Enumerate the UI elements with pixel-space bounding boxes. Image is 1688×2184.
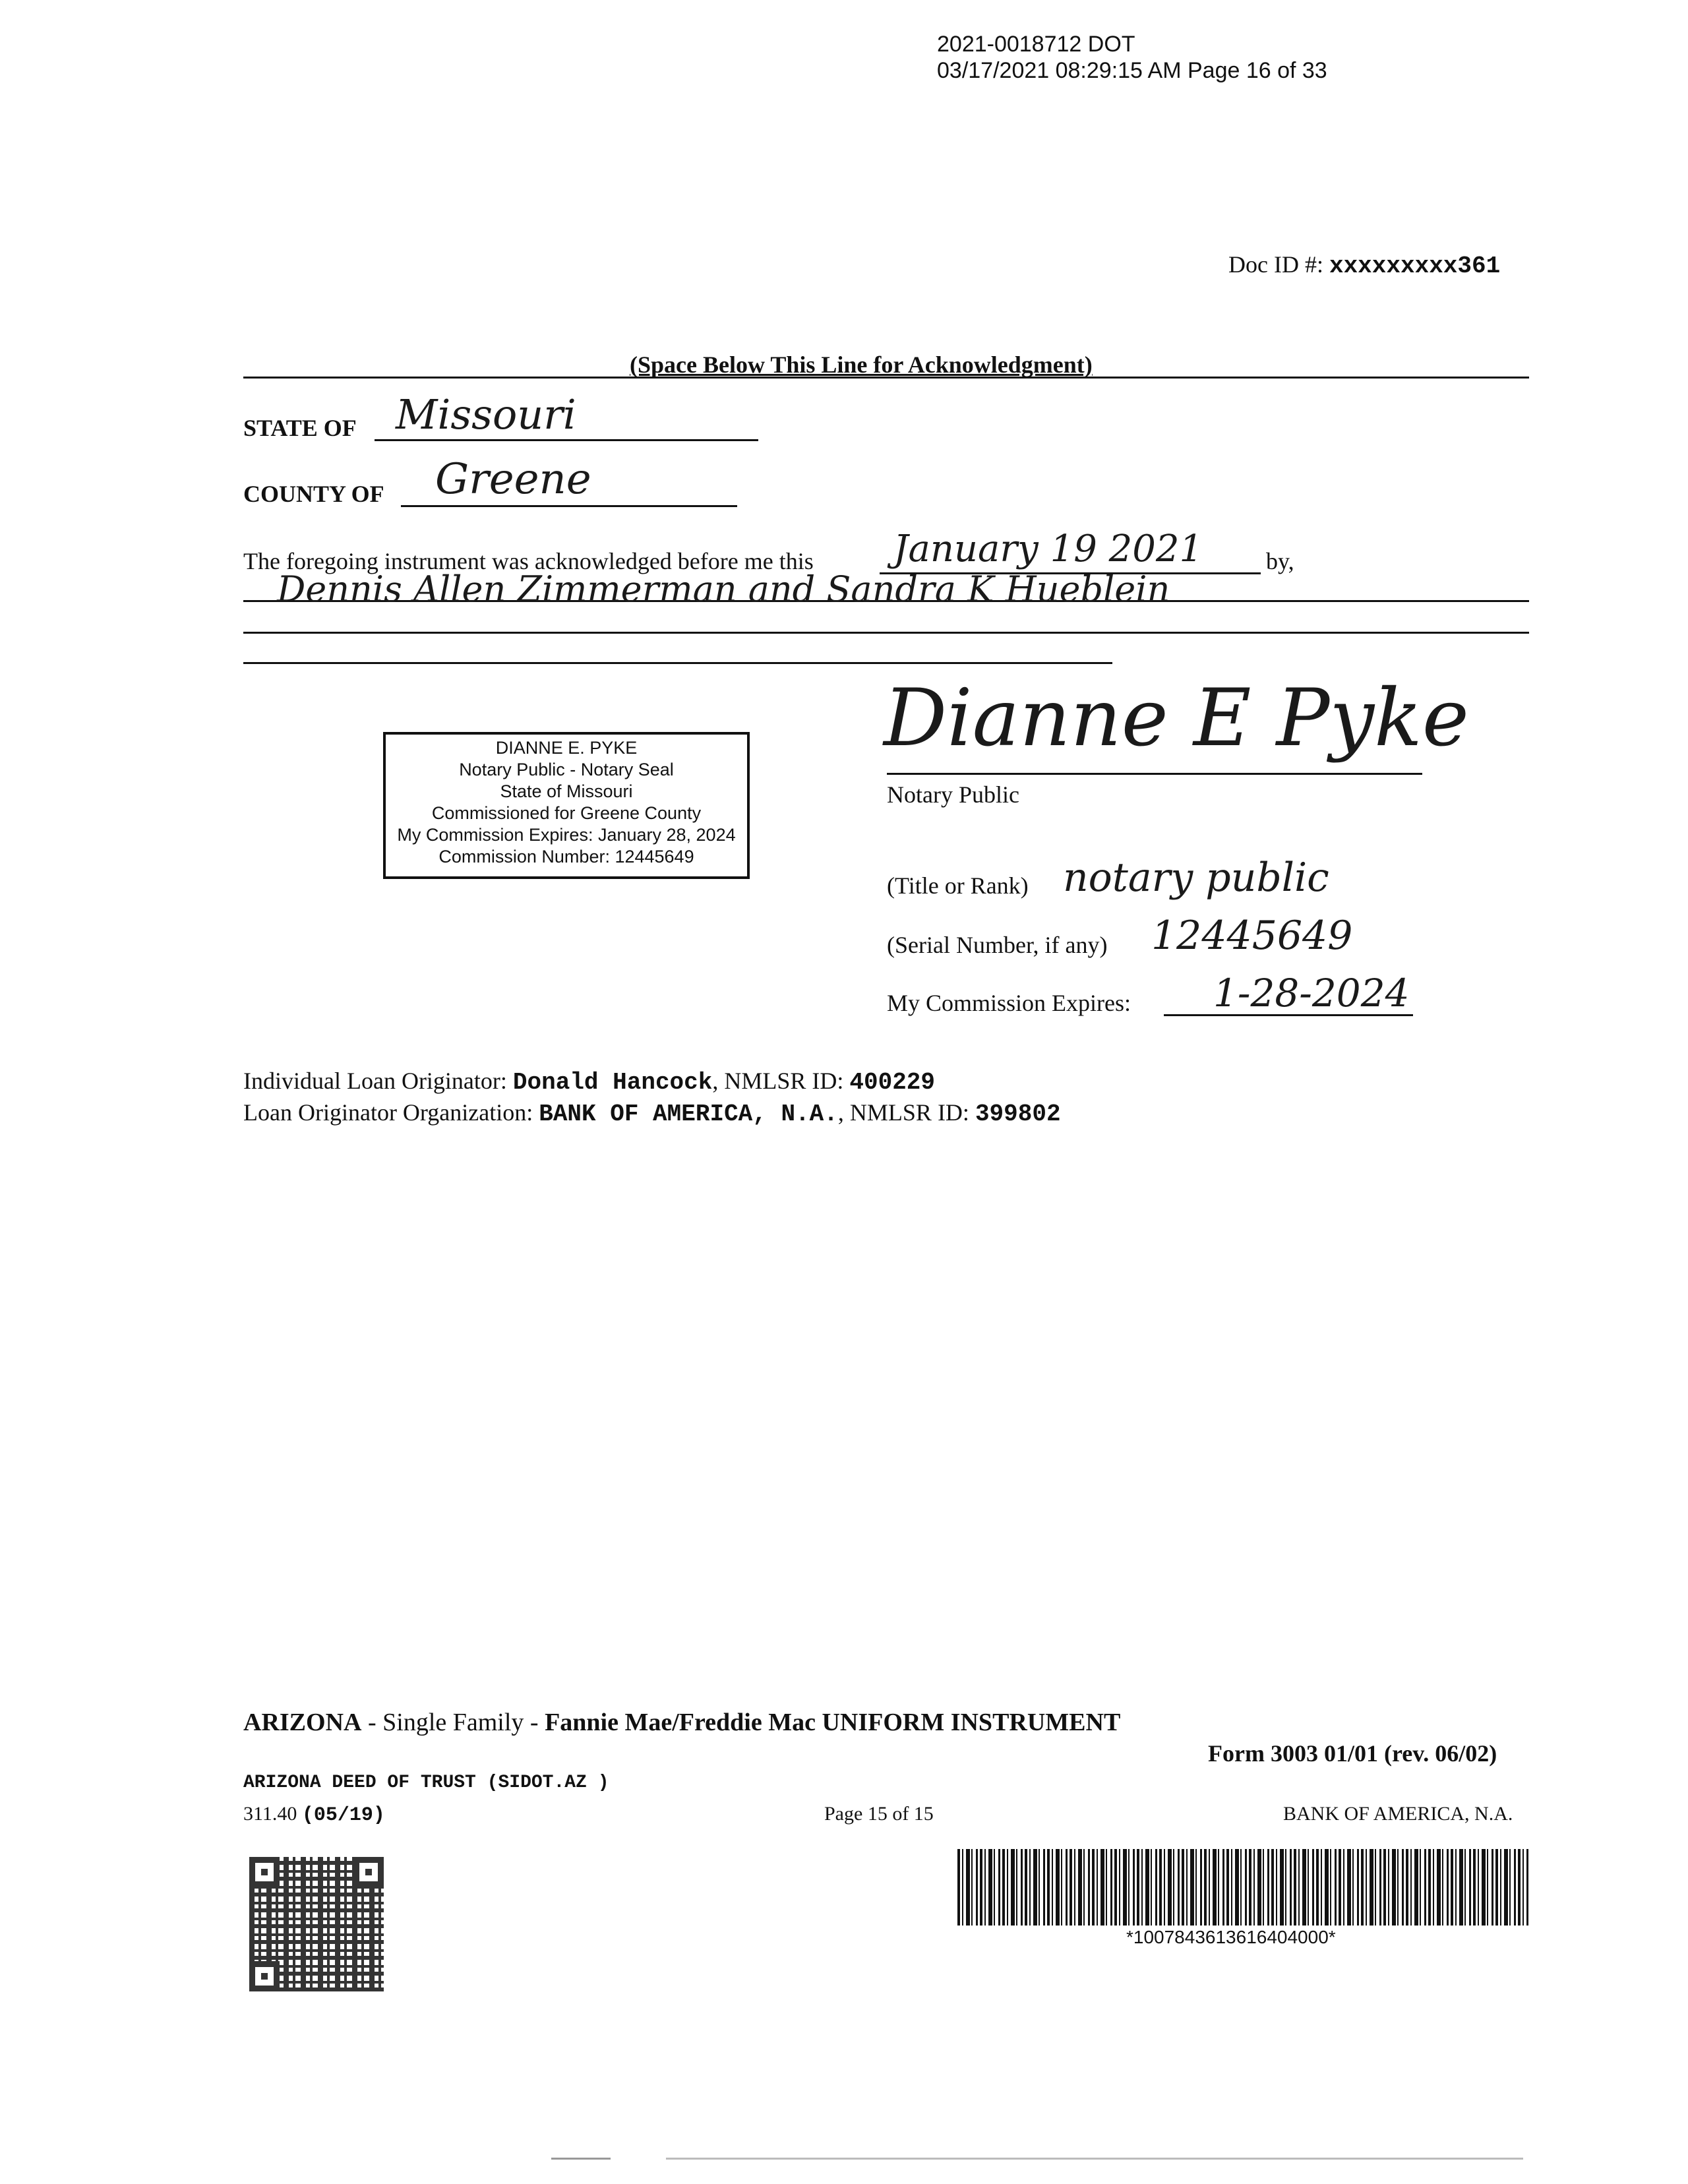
organization-nmlsr-label: , NMLSR ID: — [837, 1099, 969, 1126]
title-rank-label: (Title or Rank) — [887, 872, 1029, 899]
state-label: STATE OF — [243, 415, 357, 441]
seal-line-name: DIANNE E. PYKE — [495, 738, 638, 758]
seal-line-state: State of Missouri — [500, 781, 633, 801]
scan-artifact-2 — [666, 2158, 1523, 2160]
notary-signature: Dianne E Pyke — [884, 673, 1469, 764]
organization-originator-name: BANK OF AMERICA, N.A. — [539, 1101, 838, 1128]
organization-originator-label: Loan Originator Organization: — [243, 1099, 533, 1126]
form-code — [243, 1803, 385, 1827]
notary-seal-stamp — [383, 732, 750, 879]
serial-number-label: (Serial Number, if any) — [887, 932, 1108, 958]
notary-public-label: Notary Public — [887, 781, 1019, 808]
seal-line-title: Notary Public - Notary Seal — [459, 760, 674, 779]
recording-timestamp: 03/17/2021 08:29:15 AM Page 16 of 33 — [937, 58, 1327, 83]
qr-code-icon — [249, 1857, 384, 1991]
qr-finder-bottom-left — [249, 1961, 280, 1991]
state-value: Missouri — [396, 390, 576, 439]
form-code-prefix: 311.40 — [243, 1803, 297, 1825]
seal-line-number: Commission Number: 12445649 — [438, 847, 694, 866]
individual-originator — [243, 1067, 935, 1096]
acknowledgment-date: January 19 2021 — [893, 528, 1203, 570]
acknowledgment-text: The foregoing instrument was acknowledged before me this — [243, 548, 814, 574]
barcode-number: *1007843613616404000* — [1126, 1927, 1336, 1947]
serial-number-value: 12445649 — [1151, 913, 1353, 959]
acknowledgment-header: (Space Below This Line for Acknowledgment) — [630, 351, 1093, 378]
acknowledgment-divider — [243, 377, 1529, 379]
page-number: Page 15 of 15 — [824, 1803, 934, 1825]
instrument-title — [243, 1708, 1120, 1737]
doc-id — [1228, 251, 1500, 280]
county-line — [401, 505, 737, 507]
individual-nmlsr-label: , NMLSR ID: — [712, 1068, 844, 1094]
form-code-date: (05/19) — [301, 1804, 385, 1827]
barcode-icon — [957, 1849, 1528, 1926]
form-number: Form 3003 01/01 (rev. 06/02) — [1208, 1740, 1497, 1767]
doc-id-label: Doc ID #: — [1228, 251, 1323, 278]
recording-number: 2021-0018712 DOT — [937, 32, 1135, 57]
instrument-type: - Single Family - — [361, 1709, 545, 1736]
organization-originator — [243, 1099, 1061, 1128]
doc-id-value: xxxxxxxxx361 — [1329, 253, 1501, 280]
commission-expires-label: My Commission Expires: — [887, 990, 1131, 1016]
title-rank-value: notary public — [1063, 855, 1329, 901]
qr-finder-top-left — [249, 1857, 280, 1887]
individual-originator-name: Donald Hancock — [512, 1069, 713, 1096]
names-line-2 — [243, 632, 1529, 634]
signature-line — [887, 773, 1422, 775]
instrument-uniform: Fannie Mae/Freddie Mac UNIFORM INSTRUMENT — [545, 1709, 1121, 1736]
qr-finder-top-right — [353, 1857, 384, 1887]
commission-expires-value: 1-28-2024 — [1213, 971, 1410, 1016]
individual-originator-label: Individual Loan Originator: — [243, 1068, 507, 1094]
acknowledged-names: Dennis Allen Zimmerman and Sandra K Hueblein — [277, 568, 1170, 610]
individual-nmlsr-id: 400229 — [849, 1069, 936, 1096]
county-value: Greene — [435, 455, 591, 504]
lender-name: BANK OF AMERICA, N.A. — [1283, 1803, 1513, 1825]
scan-artifact-1 — [551, 2158, 611, 2160]
seal-line-expires: My Commission Expires: January 28, 2024 — [397, 825, 736, 845]
names-line-3 — [243, 662, 1112, 664]
seal-line-county: Commissioned for Greene County — [431, 803, 702, 823]
organization-nmlsr-id: 399802 — [975, 1101, 1061, 1128]
state-line — [375, 439, 758, 441]
instrument-state: ARIZONA — [243, 1709, 362, 1736]
county-label: COUNTY OF — [243, 481, 384, 507]
deed-title: ARIZONA DEED OF TRUST (SIDOT.AZ ) — [243, 1773, 609, 1793]
acknowledgment-by: by, — [1266, 548, 1294, 574]
